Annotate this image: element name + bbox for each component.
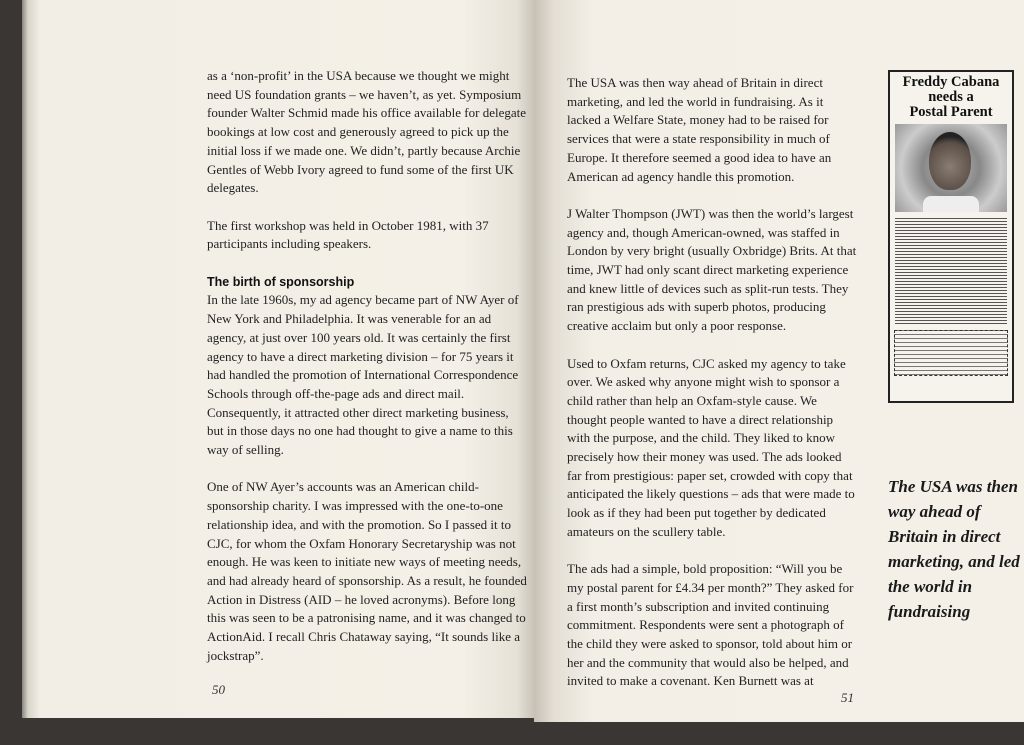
paragraph: The USA was then way ahead of Britain in direct marketing, and led the world in fundraising. As it lacked a Welfare State, money had to be raised for services that were a state responsibility in much of Europe. It therefore seemed a good idea to have an American ad agency handle this promotion. [567, 75, 832, 184]
left-text-column [207, 67, 527, 684]
section-heading: The birth of sponsorship [207, 274, 355, 289]
paragraph: as a ‘non-profit’ in the USA because we thought we might need US foundation grants – we haven’t, as yet. Symposium founder Walter Schmid made his office available for delegate bookings at low cost and generously agreed to pick up the initial loss if we made one. We didn’t, partly because Archie Gentles of Webb Ivory agreed to fund some of the first UK delegates. [207, 68, 527, 196]
page-number: 50 [212, 682, 225, 697]
left-page [22, 0, 534, 718]
ad-title-line: needs a [928, 89, 974, 105]
ad-title-line: Postal Parent [909, 104, 993, 120]
paragraph: In the late 1960s, my ad agency became part of NW Ayer of New York and Philadelphia. It was venerable for an ad agency, at just over 100 years old. It was certainly the first agency to have a direct marketing division – for 75 years it had handled the promotion of International Correspondence Schools through off-the-page ads and direct mail. Consequently, it attracted other direct marketing business, but in those days no one had thought to give a name to this way of selling. [207, 292, 519, 458]
ad-title-line: Freddy Cabana [902, 74, 1000, 90]
right-page [534, 0, 1024, 722]
paragraph: One of NW Ayer’s accounts was an American child-sponsorship charity. I was impressed with the one-to-one relationship idea, and with the promotion. So I passed it to CJC, for whom the Oxfam Honorary Secretaryship was not enough. He was keen to initiate new ways of meeting needs, and had already heard of sponsorship. As a result, he founded Action in Distress (AID – he loved acronyms). Before long this was seen to be a patronising name, and it was changed to ActionAid. I recall Chris Chataway saying, “It sounds like a jockstrap”. [207, 479, 527, 663]
advertisement-image [888, 70, 1014, 403]
ad-title [890, 75, 1012, 120]
paragraph: J Walter Thompson (JWT) was then the world’s largest agency and, though American-owned, was staffed in London by very bright (usually Oxbridge) Brits. At that time, JWT had only scant direct marketing experience and knew little of devices such as split-run tests. They ran prestigious ads with superb photos, producing creative acclaim but only a poor response. [567, 205, 857, 334]
ad-body-copy [895, 216, 1007, 326]
paragraph: Used to Oxfam returns, CJC asked my agency to take over. We asked why anyone might wish to sponsor a child rather than help an Oxfam-style cause. We thought people wanted to have a direct relationship with the purpose, and the child. They liked to know precisely how their money was used. The ads looked far from prestigious: paper set, crowded with copy that anticipated the likely questions – ads that were made to look as if they had been put together by dedicated amateurs on the scullery table. [567, 355, 855, 539]
page-number: 51 [841, 690, 854, 705]
right-text-column [567, 74, 859, 710]
child-photo [895, 124, 1007, 212]
paragraph: The first workshop was held in October 1981, with 37 participants including speakers. [207, 217, 489, 252]
pull-quote: The USA was then way ahead of Britain in direct marketing, and led the world in fundraising [888, 477, 1020, 621]
photo-face [929, 132, 971, 190]
photo-collar [923, 196, 979, 212]
paragraph: The ads had a simple, bold proposition: “Will you be my postal parent for £4.34 per month?” They asked for a first month’s subscription and invited continuing commitment. Respondents were sent a photograph of the child they were asked to sponsor, told about him or her and the community that would also be helped, and invited to make a covenant. Ken Burnett was at [567, 561, 854, 689]
ad-coupon [894, 330, 1008, 376]
